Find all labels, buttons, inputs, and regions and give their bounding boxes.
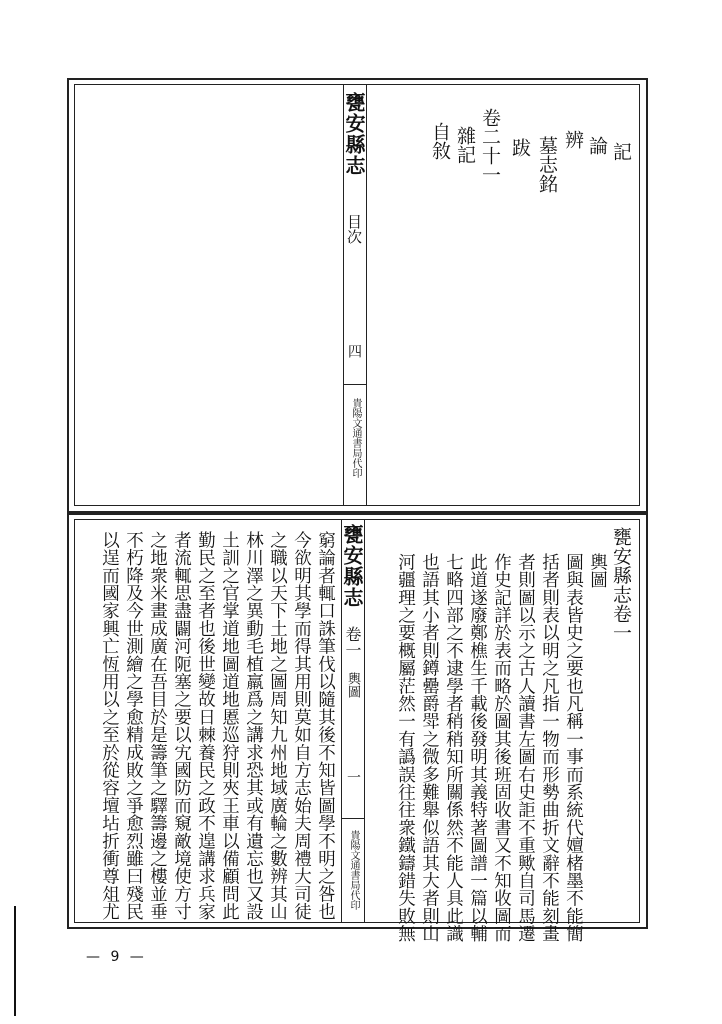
toc-entry-bian: 辨	[562, 130, 584, 149]
text-column: 作史記詳於表而略於圖其後班固收書又不知收圖而	[491, 553, 512, 943]
text-column: 括者則表以明之凡指一物而形勢曲折文辭不能刻畫	[539, 553, 560, 943]
text-column: 河疆理之要概屬茫然一有譌誤往往衆鐵鑄錯失敗無	[395, 553, 416, 943]
upper-spine-divider	[343, 384, 367, 385]
footer-page-number: — 9 —	[86, 949, 147, 965]
text-column: 今欲明其學而得其用則莫如自方志始夫周禮大司徒	[291, 531, 312, 921]
lower-spine-section: 輿圖	[345, 672, 360, 698]
text-column: 七略四部之不逮學者稍稍知所關係然不能人具此識	[443, 553, 464, 943]
text-column: 之職以天下土地之圖周知九州地域廣輪之數辨其山	[267, 531, 288, 921]
text-column: 以逞而國家興亡恆用以之至於從容壇坫折衝尊俎尤	[99, 531, 120, 921]
upper-spine-title: 甕安縣志	[342, 92, 366, 176]
scan-edge-line	[14, 906, 16, 1016]
toc-entry-lun: 論	[586, 136, 608, 155]
text-column: 此道遂廢鄭樵生千載後發明其義特著圖譜一篇以輔	[467, 553, 488, 943]
upper-spine-printer: 貴陽文通書局代印	[350, 398, 361, 478]
text-column: 土訓之官掌道地圖道地慝巡狩則夾王車以備顧問此	[219, 531, 240, 921]
book-title: 甕安縣志卷一	[610, 527, 632, 643]
lower-spine-page-number: 一	[345, 770, 361, 784]
toc-entry-juan21: 卷二十一	[479, 108, 501, 184]
toc-entry-ba: 跋	[509, 138, 531, 157]
upper-spine-page-number: 四	[346, 344, 362, 358]
toc-entry-zaji: 雜記	[454, 126, 476, 164]
toc-entry-muzhiming: 墓志銘	[536, 136, 558, 193]
text-column: 者流輒思盡闢河阨塞之要以宄國防而窺敵境使方寸	[171, 531, 192, 921]
lower-spine-volume: 卷一	[343, 626, 362, 658]
text-column: 之地衆米畫成廣在吾目於是籌筆之驛籌邊之樓並垂	[147, 531, 168, 921]
lower-spine-title: 甕安縣志	[340, 524, 364, 608]
text-column: 也語其小者則鐏罍爵斝之微多難舉似語其大者則山	[419, 553, 440, 943]
text-column: 林川澤之異動毛植羸爲之講求恐其或有遺忘也又設	[243, 531, 264, 921]
text-column: 者則圖以示之古人讀書左圖右史詎不重歟自司馬遷	[515, 553, 536, 943]
upper-spine-section: 目次	[345, 214, 363, 244]
text-column: 不朽降及今世測繪之學愈精成敗之爭愈烈雖曰殘民	[123, 531, 144, 921]
text-column: 勤民之至者也後世變故日棘養民之政不遑講求兵家	[195, 531, 216, 921]
toc-entry-ji: 記	[610, 142, 632, 161]
section-heading: 輿圖	[587, 553, 608, 589]
text-column: 圖與表皆史之要也凡稱一事而系統代嬗楮墨不能簡	[563, 553, 584, 943]
lower-spine-printer: 貴陽文通書局代印	[348, 830, 359, 910]
lower-spine-divider	[341, 818, 365, 819]
text-column: 窮論者輒口誅筆伐以隨其後不知皆圖學不明之咎也	[315, 531, 336, 921]
toc-entry-zixu: 自敘	[429, 122, 451, 160]
